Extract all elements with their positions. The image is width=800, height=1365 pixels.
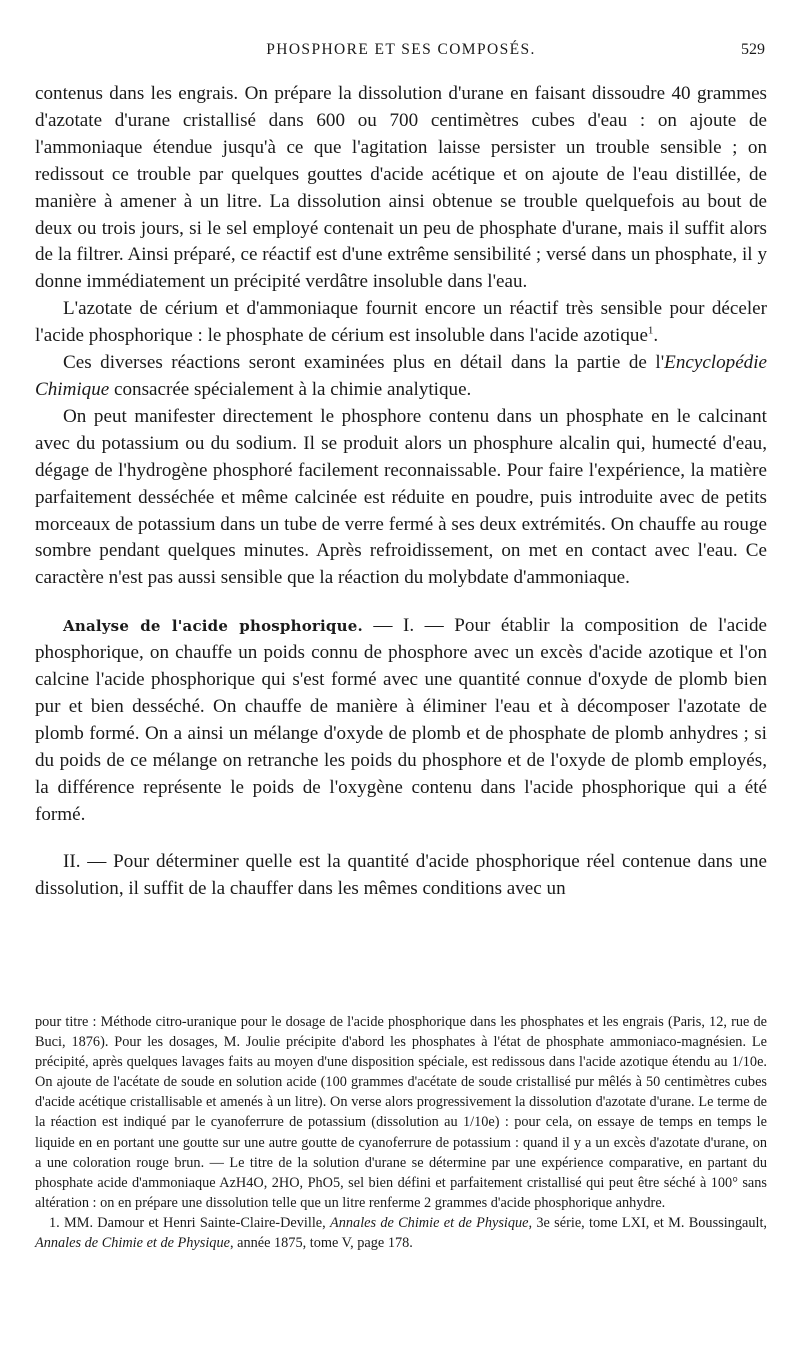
paragraph-potassium-test: On peut manifester directement le phosphore contenu dans un phosphate en le calcinant avec du potassium ou du sodium. Il se produit alors un phosphure alcalin qui, humecté d'eau, dégage de l'hydrogène phosphoré facilement reconnaissable. Pour faire l'expérience, la matière parfaitement desséchée et même calcinée est réduite en poudre, puis introduite avec de petits morceaux de potassium dans un tube de verre fermé à ses deux extrémités. On chauffe au rouge sombre pendant quelques minutes. Après refroidissement, on met en contact avec l'eau. Ce caractère n'est pas aussi sensible que la réaction du molybdate d'ammoniaque. <box>35 405 767 589</box>
paragraph-cerium-end: . <box>653 325 659 347</box>
section-title: Analyse de l'acide phosphorique. <box>63 617 363 636</box>
footnote-1-volume: , 3e série, tome LXI, et M. Boussingault, <box>528 1214 767 1231</box>
paragraph-cerium-reagent <box>35 296 767 350</box>
footnote-1-year: , année 1875, tome V, page 178. <box>229 1235 413 1252</box>
footnote-1-authors: MM. Damour et Henri Sainte-Claire-Deville, <box>59 1214 331 1231</box>
paragraph-ref-after: consacrée spécialement à la chimie analytique. <box>109 378 472 400</box>
running-title: PHOSPHORE ET SES COMPOSÉS. <box>266 41 536 58</box>
footnote-ref-1[interactable]: 1 <box>647 324 654 337</box>
footnote-1-number: 1. <box>49 1214 60 1231</box>
paragraph-analyse-II: II. — Pour déterminer quelle est la quantité d'acide phosphorique réel contenue dans une dissolution, il suffit de la chauffer dans les mêmes conditions avec un <box>35 851 767 900</box>
paragraph-analyse-I-text: — I. — Pour établir la composition de l'acide phosphorique, on chauffe un poids connu de phosphore avec un excès d'acide azotique et l'on calcine l'acide phosphorique qui s'est formé avec une quantité connue d'oxyde de plomb bien pur et bien desséché. On chauffe de manière à éliminer l'eau et à décomposer l'azotate de plomb formé. On a ainsi un mélange d'oxyde de plomb et de phosphate de plomb anhydres ; si du poids de ce mélange on retranche les poids du phosphore et de l'oxyde de plomb employés, la différence représente le poids de l'oxygène contenu dans l'acide phosphorique qui a été formé. <box>35 615 767 825</box>
footnotes <box>35 1012 767 1253</box>
footnote-continued: pour titre : Méthode citro-uranique pour le dosage de l'acide phosphorique dans les phosphates et les engrais (Paris, 12, rue de Buci, 1876). Pour les dosages, M. Joulie précipite d'abord les phosphates à l'état de phosphate ammoniaco-magnésien. Le précipité, après quelques lavages faits au moyen d'une disposition spéciale, est redissous dans l'acide azotique étendu au 1/10e. On ajoute de l'acétate de soude en solution acide (100 grammes d'acétate de soude cristallisé pur mêlés à 50 centimètres cubes d'acide acétique cristallisable et amenés à un litre). On verse alors progressivement la dissolution d'azotate d'urane. Le terme de la réaction est indiqué par le cyanoferrure de potassium (dissolution au 1/10e) : pour cela, on essaye de temps en temps le liquide en en portant une goutte sur une autre goutte de cyanoferrure de potassium : quand il y a un excès d'azotate d'urane, on a une coloration rouge brun. — Le titre de la solution d'urane se détermine par une expérience comparative, en partant du phosphate acide d'ammoniaque AzH4O, 2HO, PhO5, sel bien défini et parfaitement cristallisé qui peut être séché à 100° sans altération : on en prépare une dissolution telle que un litre renferme 2 grammes d'acide phosphorique anhydre. <box>35 1014 767 1211</box>
paragraph-ref-before: Ces diverses réactions seront examinées plus en détail dans la partie de l' <box>63 352 665 374</box>
paragraph-analyse-I <box>35 613 767 828</box>
footnote-1 <box>35 1213 767 1253</box>
encyclopedie-title: Encyclopédie Chimique <box>35 352 767 400</box>
page-number: 529 <box>741 41 765 58</box>
main-text <box>35 81 767 903</box>
footnote-1-journal: Annales de Chimie et de Physique <box>330 1214 529 1231</box>
footnote-1-journal-2: Annales de Chimie et de Physique <box>35 1235 230 1252</box>
paragraph-urane-preparation: contenus dans les engrais. On prépare la dissolution d'urane en faisant dissoudre 40 grammes d'azotate d'urane cristallisé dans 600 ou 700 centimètres cubes d'eau : on ajoute de l'ammoniaque étendue jusqu'à ce que l'agitation laisse persister un trouble sensible ; on redissout ce trouble par quelques gouttes d'acide acétique et on ajoute de l'eau distillée, de manière à amener à un litre. La dissolution ainsi obtenue se trouble quelquefois au bout de deux ou trois jours, si le sel employé contenait un peu de phosphate d'urane, mais il suffit alors de la filtrer. Ainsi préparé, ce réactif est d'une extrême sensibilité ; versé dans un phosphate, il y donne immédiatement un précipité verdâtre insoluble dans l'eau. <box>35 83 767 293</box>
paragraph-encyclopedie-reference <box>35 350 767 404</box>
page-header <box>35 41 767 65</box>
paragraph-cerium-text: L'azotate de cérium et d'ammoniaque fournit encore un réactif très sensible pour déceler l'acide phosphorique : le phosphate de cérium est insoluble dans l'acide azotique <box>35 298 767 347</box>
